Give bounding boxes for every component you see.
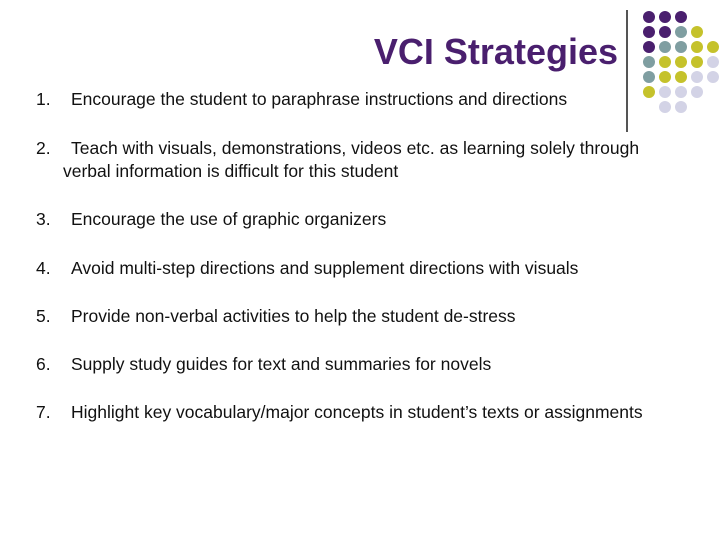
- list-item: [36, 137, 676, 183]
- list-item-number: 1.: [36, 89, 51, 109]
- list-item-number: 2.: [36, 138, 51, 158]
- list-item-text: Highlight key vocabulary/major concepts in student’s texts or assignments: [71, 402, 643, 422]
- list-item-number: 6.: [36, 354, 51, 374]
- list-item: [36, 88, 676, 111]
- list-item-text: Teach with visuals, demonstrations, videos etc. as learning solely through verbal information is difficult for this student: [63, 138, 640, 181]
- list-item-text: Provide non-verbal activities to help the student de-stress: [71, 306, 516, 326]
- list-item: [36, 401, 676, 424]
- list-item-text: Encourage the student to paraphrase instructions and directions: [71, 89, 568, 109]
- list-item: [36, 208, 676, 231]
- list-item-text: Encourage the use of graphic organizers: [71, 209, 387, 229]
- list-item-number: 4.: [36, 258, 51, 278]
- list-item: [36, 305, 676, 328]
- title-divider-line: [626, 10, 628, 132]
- list-item-number: 7.: [36, 402, 51, 422]
- slide-title: VCI Strategies: [373, 31, 618, 72]
- list-item: [36, 353, 676, 376]
- list-item-number: 5.: [36, 306, 51, 326]
- list-item-number: 3.: [36, 209, 51, 229]
- list-item: [36, 257, 676, 280]
- list-item-text: Supply study guides for text and summaries for novels: [71, 354, 492, 374]
- list-item-text: Avoid multi-step directions and supplement directions with visuals: [71, 258, 579, 278]
